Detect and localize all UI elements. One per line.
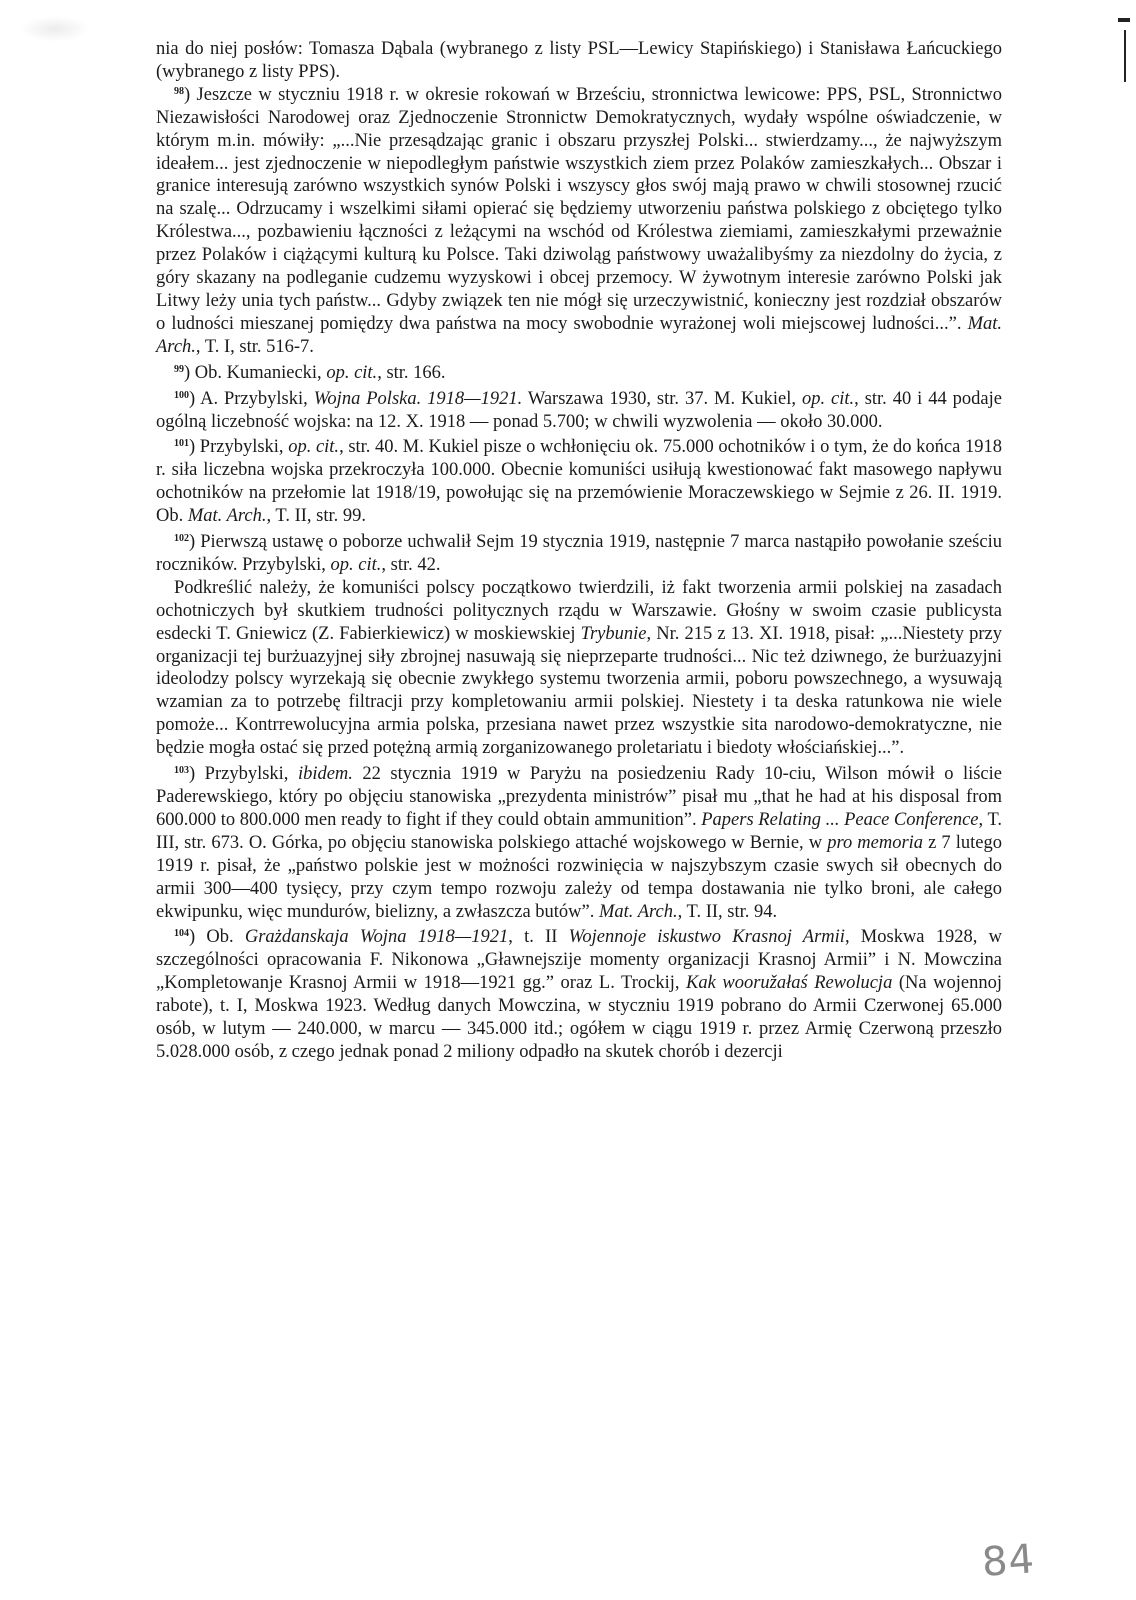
citation-italic: ibidem. xyxy=(297,764,353,785)
edge-mark xyxy=(1124,30,1126,82)
citation-italic: Mat. Arch. xyxy=(187,506,267,527)
footnote-text: , str. 166. xyxy=(377,362,446,383)
footnote-text: ) Przybylski, xyxy=(189,764,298,785)
footnote-103 xyxy=(156,763,1002,923)
footnote-97-continuation xyxy=(156,38,1002,84)
footnote-text: , str. 42. xyxy=(381,554,441,575)
footnote-text: ) Przybylski, xyxy=(189,437,289,458)
footnote-text: ) Jeszcze w styczniu 1918 r. w okresie rokowań w Brześciu, stronnictwa lewicowe: PPS, PSL, Stronnictwo Niezawisłości Narodowej oraz Zjednoczenie Stronnictw Demokratycznych, wydały wspólne oświadczenie, w którym m.in. mówiły: „...Nie przesądzając granic i obszaru przyszłej Polski... stwierdzamy..., że najwyższym ideałem... jest zjednoczenie w niepodległym państwie wszystkich ziem przez Polaków zamieszkałych... Obszar i granice interesują zarówno wszystkich synów Polski i wszyscy głos swój mają prawo w chwili stosownej rzucić na szalę... Odrzucamy i wszelkimi siłami opierać się będziemy utworzeniu państwa polskiego z obciętego tylko Królestwa..., pozbawieniu łączności z leżącymi na wschód od Królestwa ziemiami, zamieszkałymi przeważnie przez Polaków i ciążącymi kulturą ku Polsce. Taki dziwoląg państwowy uważalibyśmy za niezdolny do życia, z góry skazany na podleganie cudzemu wyzyskowi i obcej przemocy. W żywotnym interesie zarówno Polski jak Litwy leży unia tych państw... Gdyby związek ten nie mógł się urzeczywistnić, konieczny jest rozdział obszarów o ludności mieszanej pomiędzy dwa państwa na mocy swobodnie wyrażonej woli miejscowej ludności...”. xyxy=(156,84,1002,334)
footnote-102 xyxy=(156,531,1002,577)
citation-italic: Kak wooružałaś Rewolucja xyxy=(686,973,893,994)
citation-italic: Mat. Arch. xyxy=(599,901,678,922)
footnote-text: z 7 lutego 1919 r. pisał, że „państwo polskie jest w możności rozwinięcia w najszybszym czasie swych sił obecnych do armii 300—400 tysięcy, przy czym tempo rozwoju zależy od tempa dostawania nie tylko broni, ale całego ekwipunku, więc mundurów, bielizny, a zwłaszcza butów”. xyxy=(156,832,1002,922)
citation-italic: Papers Relating ... Peace Conference xyxy=(701,809,979,830)
citation-italic: pro memoria xyxy=(827,832,924,853)
edge-mark xyxy=(1118,18,1130,22)
footnote-number: 99 xyxy=(174,363,184,375)
citation-italic: op. cit. xyxy=(288,437,340,458)
footnote-102-paragraph-2 xyxy=(156,577,1002,760)
footnote-number: 104 xyxy=(174,928,189,940)
footnote-100 xyxy=(156,388,1002,434)
citation-italic: op. cit. xyxy=(326,362,378,383)
footnotes-body xyxy=(156,38,1002,1064)
footnote-text: Warszawa 1930, str. 37. M. Kukiel, xyxy=(522,388,802,409)
footnote-text: , T. III, str. 673. O. Górka, po objęciu stanowiska polskiego attaché wojskowego w Bernie, w xyxy=(156,809,1002,853)
footnote-text: 22 stycznia 1919 w Paryżu na posiedzeniu Rady 10-ciu, Wilson mówił o liście Paderewskiego, który po objęciu stanowiska „prezydenta ministrów” pisał mu „that he had at his disposal from 600.000 to 800.000 men ready to fight if they could obtain ammunition”. xyxy=(156,764,1002,830)
citation-italic: op. cit. xyxy=(801,388,855,409)
footnote-number: 101 xyxy=(174,438,189,450)
footnote-text: , t. II xyxy=(508,927,569,948)
citation-italic: Grażdanskaja Wojna 1918—1921 xyxy=(244,927,509,948)
footnote-text: ) Ob. Kumaniecki, xyxy=(184,362,327,383)
citation-italic: Wojennoje iskustwo Krasnoj Armii xyxy=(568,927,845,948)
footnote-text: ) Ob. xyxy=(189,927,245,948)
footnote-text: , T. II, str. 99. xyxy=(266,506,367,527)
footnote-number: 103 xyxy=(174,765,189,777)
citation-italic: Wojna Polska. 1918—1921. xyxy=(313,388,523,409)
scan-stain xyxy=(20,16,90,42)
footnote-99 xyxy=(156,362,1002,385)
footnote-text: , Nr. 215 z 13. XI. 1918, pisał: „...Niestety przy organizacji tej burżuazyjnej siły zbrojnej nasuwają się nieprzeparte trudności... Nic też dziwnego, że burżuazyjni ideolodzy polscy wyrzekają się obecnie zwykłego systemu tworzenia armii, poboru powszechnego, a wysuwają wzamian za to potrzebę filtracji przy kompletowaniu armii polskiej. Niestety i ta deska ratunkowa nie wiele pomoże... Kontrrewolucyjna armia polska, przesiana nawet przez wszystkie sita narodowo-demokratyczne, nie będzie mogła ostać się przed potężną armią zorganizowanego proletariatu i biedoty włościańskiej...”. xyxy=(156,623,1002,759)
footnote-98 xyxy=(156,84,1002,359)
footnote-text: , T. I, str. 516-7. xyxy=(195,336,314,357)
citation-italic: Mat. Arch. xyxy=(156,313,1002,357)
footnote-text: Podkreślić należy, że komuniści polscy początkowo twierdzili, iż fakt tworzenia armii polskiej na zasadach ochotniczych był skutkiem trudności politycznych rządu w Warszawie. Głośny w swoim czasie publicysta esdecki T. Gniewicz (Z. Fabierkiewicz) w moskiewskiej xyxy=(156,577,1002,644)
footnote-text: , str. 40 i 44 podaje ogólną liczebność wojska: na 12. X. 1918 — ponad 5.700; w chwili wyzwolenia — około 30.000. xyxy=(156,388,1002,432)
footnote-number: 102 xyxy=(174,533,189,545)
footnote-text: , Moskwa 1928, w szczególności opracowania F. Nikonowa „Gławnejszije momenty organizacji Krasnoj Armii” i N. Mowczina „Kompletowanje Krasnoj Armii w 1918—1921 gg.” oraz L. Trockij, xyxy=(156,927,1002,994)
citation-italic: Trybunie xyxy=(580,623,647,644)
footnote-104 xyxy=(156,926,1002,1063)
footnote-text: ) Pierwszą ustawę o poborze uchwalił Sejm 19 stycznia 1919, następnie 7 marca nastąpiło powołanie sześciu roczników. Przybylski, xyxy=(156,532,1002,575)
handwritten-page-number: 84 xyxy=(980,1536,1037,1586)
footnote-text: nia do niej posłów: Tomasza Dąbala (wybranego z listy PSL—Lewicy Stapińskiego) i Stanisława Łańcuckiego (wybranego z listy PPS). xyxy=(156,39,1002,82)
footnote-text: , str. 40. M. Kukiel pisze o wchłonięciu ok. 75.000 ochotników i o tym, że do końca 1918 r. siła liczebna wojska przekroczyła 100.000. Obecnie komuniści usiłują kwestionować fakt masowego napływu ochotników na przełomie lat 1918/19, powołując się na przemówienie Moraczewskiego w Sejmie z 26. II. 1919. Ob. xyxy=(156,437,1002,527)
footnote-101 xyxy=(156,436,1002,528)
footnote-text: , T. II, str. 94. xyxy=(677,901,778,922)
footnote-text: ) A. Przybylski, xyxy=(189,388,314,409)
footnote-text: (Na wojennoj rabote), t. I, Moskwa 1923. Według danych Mowczina, w styczniu 1919 pobrano do Armii Czerwonej 65.000 osób, w lutym — 240.000, w marcu — 345.000 itd.; ogółem w ciągu 1919 r. przez Armię Czerwoną przeszło 5.028.000 osób, z czego jednak ponad 2 miliony odpadło na skutek chorób i dezercji xyxy=(156,973,1002,1062)
footnote-number: 100 xyxy=(174,389,189,401)
citation-italic: op. cit. xyxy=(330,554,382,575)
footnote-number: 98 xyxy=(174,85,184,97)
